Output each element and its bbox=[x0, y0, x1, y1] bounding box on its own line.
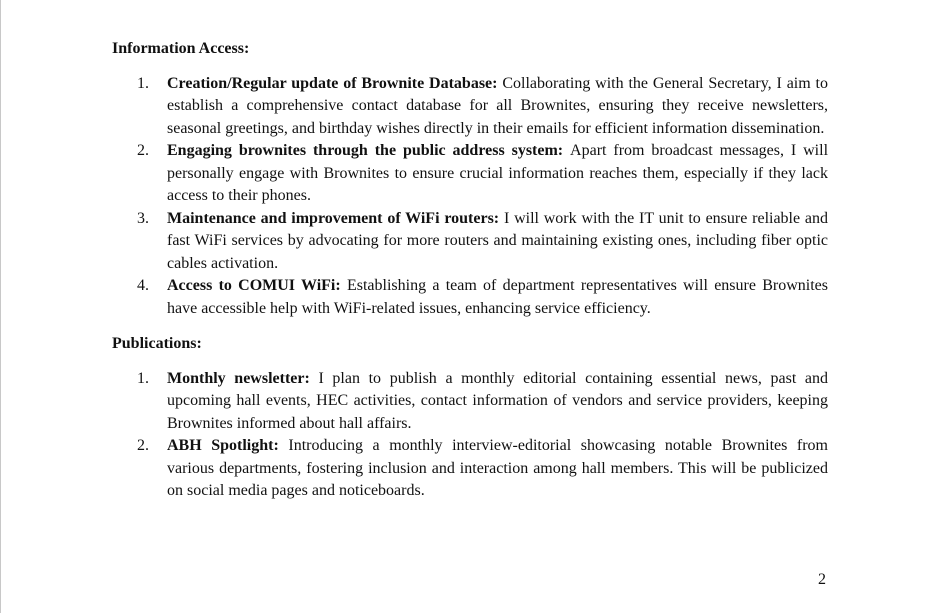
list-item-text: Apart from broadcast messages, I will personally engage with Brownites to ensure crucial information reaches them, especially if they lack access to their phones. bbox=[167, 142, 829, 204]
list-item-text: Establishing a team of department representatives will ensure Brownites have accessible help with WiFi-related issues, enhancing service efficiency. bbox=[167, 277, 828, 317]
list-item-title: Creation/Regular update of Brownite Database: bbox=[167, 74, 503, 92]
list-item-title: Monthly newsletter: bbox=[167, 369, 319, 387]
section-heading-publications: Publications: bbox=[112, 335, 202, 352]
list-item-title: Maintenance and improvement of WiFi routers: bbox=[167, 209, 504, 227]
list-item-number: 1. bbox=[137, 369, 149, 387]
list-item bbox=[112, 275, 828, 320]
list-item bbox=[112, 435, 828, 503]
list-item-number: 3. bbox=[137, 209, 149, 227]
list-item bbox=[112, 140, 828, 208]
page-number: 2 bbox=[818, 571, 826, 588]
information-access-list bbox=[112, 73, 828, 321]
list-item-title: Engaging brownites through the public address system: bbox=[167, 142, 571, 159]
publications-list bbox=[112, 368, 828, 503]
list-item bbox=[112, 368, 828, 436]
list-item bbox=[112, 208, 828, 276]
document-page bbox=[112, 38, 828, 503]
list-item-number: 4. bbox=[137, 277, 149, 294]
list-item-title: ABH Spotlight: bbox=[167, 437, 289, 454]
list-item-text: I will work with the IT unit to ensure reliable and fast WiFi services by advocating for more routers and maintaining existing ones, including fiber optic cables activation. bbox=[167, 209, 829, 272]
list-item-text: I plan to publish a monthly editorial containing essential news, past and upcoming hall events, HEC activities, contact information of vendors and service providers, keeping Brownites informed about hall affairs. bbox=[167, 369, 829, 432]
list-item-text: Introducing a monthly interview-editorial showcasing notable Brownites from various departments, fostering inclusion and interaction among hall members. This will be publicized on social media pages and noticeboards. bbox=[167, 437, 828, 499]
list-item-title: Access to COMUI WiFi: bbox=[167, 277, 347, 294]
list-item-number: 1. bbox=[137, 74, 149, 92]
list-item-text: Collaborating with the General Secretary, I aim to establish a comprehensive contact database for all Brownites, ensuring they receive newsletters, seasonal greetings, and birthday wishes directly in their emails for efficient information dissemination. bbox=[167, 74, 828, 137]
page-left-border bbox=[0, 0, 1, 613]
list-item bbox=[112, 73, 828, 141]
section-heading-information-access: Information Access: bbox=[112, 40, 250, 57]
list-item-number: 2. bbox=[137, 437, 149, 454]
list-item-number: 2. bbox=[137, 142, 149, 159]
